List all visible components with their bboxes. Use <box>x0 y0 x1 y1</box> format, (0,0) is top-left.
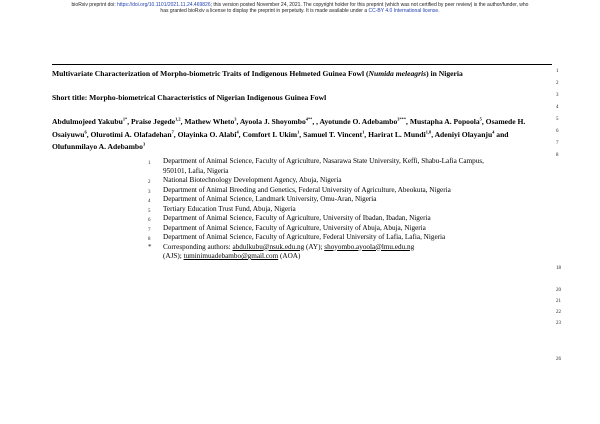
author-name: Ayotunde O. Adebambo <box>319 117 398 126</box>
aff-text: Department of Animal Science, Faculty of Agriculture, Nasarawa State University, Keffi, Shabu-Lafia Campus, <box>163 157 484 165</box>
aff-text: Department of Animal Science, Faculty of Agriculture, University of Ibadan, Ibadan, Nigeria <box>163 214 431 222</box>
banner-prefix-2: has granted bioRxiv a license to display the preprint in perpetuity. It is made available under a <box>160 8 368 15</box>
aff-number: 3 <box>148 189 151 195</box>
corresponding-line <box>163 243 555 252</box>
corresponding-line-2 <box>163 252 555 261</box>
email-link[interactable]: abdulkubu@nsuk.edu.ng <box>232 242 305 251</box>
author-separator: , <box>364 129 369 139</box>
paper-title <box>52 69 552 78</box>
line-number: 3 <box>556 93 559 98</box>
author-separator: , <box>236 117 240 126</box>
aff-number: 8 <box>148 237 151 242</box>
author-affiliation-sup: 1 <box>297 128 300 134</box>
line-number: 23 <box>556 321 561 326</box>
line-number: 26 <box>556 357 561 362</box>
line-number: 7 <box>556 141 559 146</box>
line-number: 21 <box>556 299 561 304</box>
author-name: Comfort I. Ukim <box>242 129 298 139</box>
corresponding-initials: (AOA) <box>278 252 301 260</box>
author-separator: , <box>180 117 185 126</box>
license-link[interactable]: CC-BY 4.0 International license <box>368 8 439 15</box>
author-separator: and <box>494 129 509 139</box>
author-list <box>52 116 552 154</box>
author-name: Mustapha A. Popoola <box>409 117 480 126</box>
author-name: Ayoola J. Shoyombo <box>239 117 306 126</box>
author-separator: , <box>481 117 486 126</box>
author-separator: , <box>127 117 132 126</box>
banner-end: . <box>438 8 440 15</box>
aff-number: 5 <box>148 208 151 214</box>
line-number: 2 <box>556 81 559 86</box>
aff-text: Tertiary Education Trust Fund, Abuja, Nigeria <box>163 204 296 213</box>
aff-text: Department of Animal Science, Landmark University, Omu-Aran, Nigeria <box>163 195 377 203</box>
author-affiliation-sup: 6 <box>84 128 87 134</box>
author-separator: , <box>238 129 243 139</box>
aff-text: Department of Animal Science, Faculty of Agriculture, University of Abuja, Abuja, Nigeria <box>163 223 426 232</box>
corresponding-prefix: Corresponding authors: <box>163 242 233 251</box>
author-affiliation-sup: 1 <box>362 128 365 134</box>
author-affiliation-sup: 4 <box>236 128 239 134</box>
author-name: Osamede H. Osaiyuwu <box>52 117 526 139</box>
author-affiliation-sup: 5 <box>479 116 482 122</box>
aff-text: Department of Animal Breeding and Genetics, Federal University of Agriculture, Abeokuta, Nigeria <box>163 185 451 194</box>
author-name: Olurotimi A. Olafadehan <box>90 129 172 139</box>
author-separator: , <box>86 129 91 139</box>
author-separator: , , <box>312 117 320 126</box>
banner-suffix: ; this version posted November 24, 2021. The copyright holder for this preprint (which was not certified by peer review) is the author/funder, who <box>210 2 529 8</box>
author-affiliation-sup: 1,8 <box>425 128 432 134</box>
aff-number: 1 <box>148 161 151 166</box>
author-name: Adeniyi Olayanju <box>434 129 493 139</box>
line-number: 6 <box>556 129 559 134</box>
line-number: 1 <box>556 69 559 74</box>
author-affiliation-sup: 1* <box>122 116 128 122</box>
author-name: Samuel T. Vincent <box>303 129 363 139</box>
author-name: Olufunmilayo A. Adebambo <box>52 142 143 151</box>
asterisk-marker: * <box>148 243 152 251</box>
title-end: ) in Nigeria <box>426 69 463 78</box>
aff-number: 7 <box>148 227 151 233</box>
corresponding-initials: (AY); <box>304 242 325 251</box>
title-main: Multivariate Characterization of Morpho-biometric Traits of Indigenous Helmeted Guinea Fowl ( <box>52 69 369 78</box>
line-number: 4 <box>556 105 559 110</box>
doi-link[interactable]: https://doi.org/10.1101/2021.11.24.469826 <box>117 2 211 8</box>
email-link[interactable]: shoyombo.ayoola@lmu.edu.ng <box>324 242 415 251</box>
author-name: Olayinka O. Alabi <box>177 129 237 139</box>
line-number: 18 <box>556 266 561 271</box>
author-separator: , <box>173 129 178 139</box>
line-number: 20 <box>556 288 561 293</box>
aff-text: Department of Animal Science, Faculty of Agriculture, Federal University of Lafia, Lafia, Nigeria <box>163 233 446 241</box>
aff-number: 6 <box>148 218 151 223</box>
author-separator: , <box>406 117 410 126</box>
preprint-banner <box>0 2 600 15</box>
line-number: 8 <box>556 153 559 158</box>
author-name: Harirat L. Mundi <box>368 129 426 139</box>
aff-number: 4 <box>148 199 151 204</box>
banner-prefix: bioRxiv preprint doi: <box>71 2 118 8</box>
author-affiliation-sup: 3 <box>142 141 146 147</box>
author-separator: , <box>431 129 435 139</box>
short-title: Short title: Morpho-biometrical Characteristics of Nigerian Indigenous Guinea Fowl <box>52 93 327 102</box>
aff-text-cont: 950101, Lafia, Nigeria <box>163 166 229 175</box>
author-name: Praise Jegede <box>131 117 176 126</box>
author-affiliation-sup: 3 <box>234 116 237 122</box>
author-separator: , <box>299 129 304 139</box>
title-rule <box>52 64 552 65</box>
author-affiliation-sup: 4** <box>305 116 313 122</box>
aff-number: 2 <box>148 180 151 185</box>
author-affiliation-sup: 3*** <box>397 116 407 122</box>
aff-text: National Biotechnology Development Agency, Abuja, Nigeria <box>163 176 342 184</box>
title-species: Numida meleagris <box>368 69 427 78</box>
corresponding-initials: (AJS); <box>163 252 184 260</box>
author-affiliation-sup: 7 <box>171 128 174 134</box>
line-number: 5 <box>556 117 559 122</box>
author-affiliation-sup: 1,2 <box>175 116 181 122</box>
author-name: Mathew Wheto <box>184 117 235 126</box>
email-link[interactable]: tuminimuadebambo@gmail.com <box>183 252 279 260</box>
banner-line-2 <box>0 8 600 14</box>
author-affiliation-sup: 4 <box>492 128 495 134</box>
author-name: Abdulmojeed Yakubu <box>52 117 123 126</box>
line-number: 22 <box>556 310 561 315</box>
